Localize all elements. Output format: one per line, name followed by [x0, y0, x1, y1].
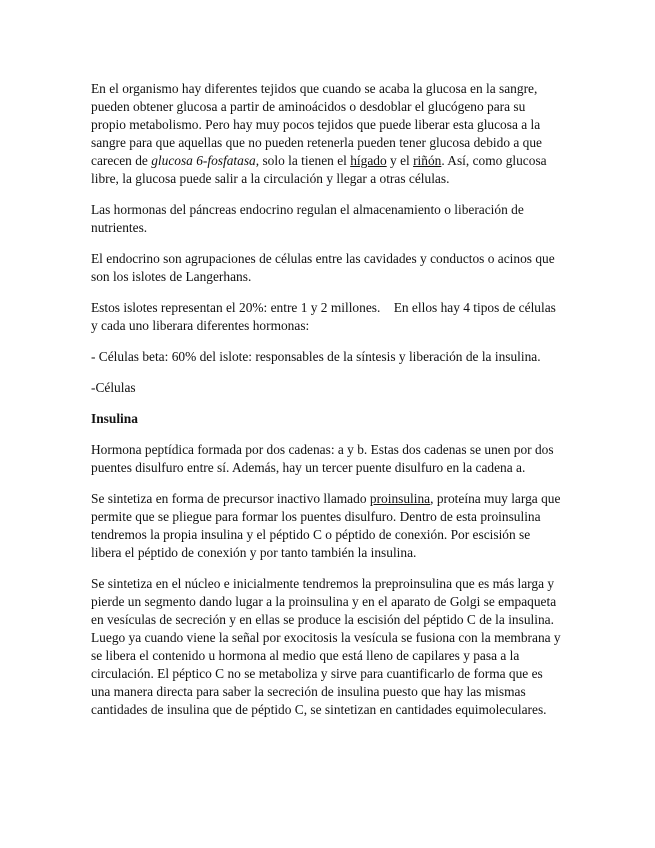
paragraph-text: y el	[386, 153, 414, 168]
paragraph-proinsulin	[91, 490, 563, 562]
underlined-term-proinsulina[interactable]: proinsulina	[369, 491, 431, 506]
paragraph-islets-langerhans: El endocrino son agrupaciones de células entre las cavidades y conductos o acinos que son los islotes de Langerhans.	[91, 251, 555, 284]
paragraph-text: Se sintetiza en forma de precursor inactivo llamado	[91, 491, 370, 506]
paragraph-beta-cells: - Células beta: 60% del islote: responsables de la síntesis y liberación de la insulina.	[91, 349, 541, 364]
italic-term-glucosa-6-fosfatasa: glucosa 6-fosfatasa	[151, 153, 256, 168]
paragraph-text: , solo la tienen el	[255, 153, 351, 168]
paragraph-text: , proteína muy larga que permite que se pliegue para formar los puentes disulfuro. Dentro de esta proinsulina tendremos la propia insulina y el péptido C o péptido de conexión. Por escisión se libera el péptido de conexión y por tanto también la insulina.	[91, 491, 561, 560]
heading-insulina: Insulina	[91, 411, 138, 426]
document-page	[91, 80, 563, 732]
paragraph-text: . Así, como glucosa libre, la glucosa puede salir a la circulación y llegar a otras células.	[91, 153, 547, 186]
paragraph-text: En el organismo hay diferentes tejidos que cuando se acaba la glucosa en la sangre, pueden obtener glucosa a partir de aminoácidos o desdoblar el glucógeno para su propio metabolismo. Pero hay muy pocos tejidos que puede liberar esta glucosa a la sangre para que aquellas que no pueden retenerla pueden tener glucosa debido a que carecen de	[91, 81, 542, 168]
paragraph-cells-fragment: -Células	[91, 380, 136, 395]
paragraph-pancreas-hormones: Las hormonas del páncreas endocrino regulan el almacenamiento o liberación de nutrientes.	[91, 202, 524, 235]
paragraph-insulin-chains: Hormona peptídica formada por dos cadenas: a y b. Estas dos cadenas se unen por dos puentes disulfuro entre sí. Además, hay un tercer puente disulfuro en la cadena a.	[91, 442, 554, 475]
paragraph-glucose-tissues	[91, 80, 563, 188]
paragraph-islets-percentage: Estos islotes representan el 20%: entre 1 y 2 millones. En ellos hay 4 tipos de células y cada uno liberara diferentes hormonas:	[91, 300, 560, 333]
underlined-term-rinon[interactable]: riñón	[413, 153, 442, 168]
underlined-term-higado[interactable]: hígado	[350, 153, 387, 168]
paragraph-synthesis-process: Se sintetiza en el núcleo e inicialmente tendremos la preproinsulina que es más larga y pierde un segmento dando lugar a la proinsulina y en el aparato de Golgi se empaqueta en vesículas de secreción y en ellas se produce la escisión del péptido C de la insulina. Luego ya cuando viene la señal por exocitosis la vesícula se fusiona con la membrana y se libera el contenido u hormona al medio que está lleno de capilares y pasa a la circulación. El péptico C no se metaboliza y sirve para cuantificarlo de forma que es una manera directa para saber la secreción de insulina puesto que hay las mismas cantidades de insulina que de péptido C, se sintetizan en cantidades equimoleculares.	[91, 576, 561, 717]
